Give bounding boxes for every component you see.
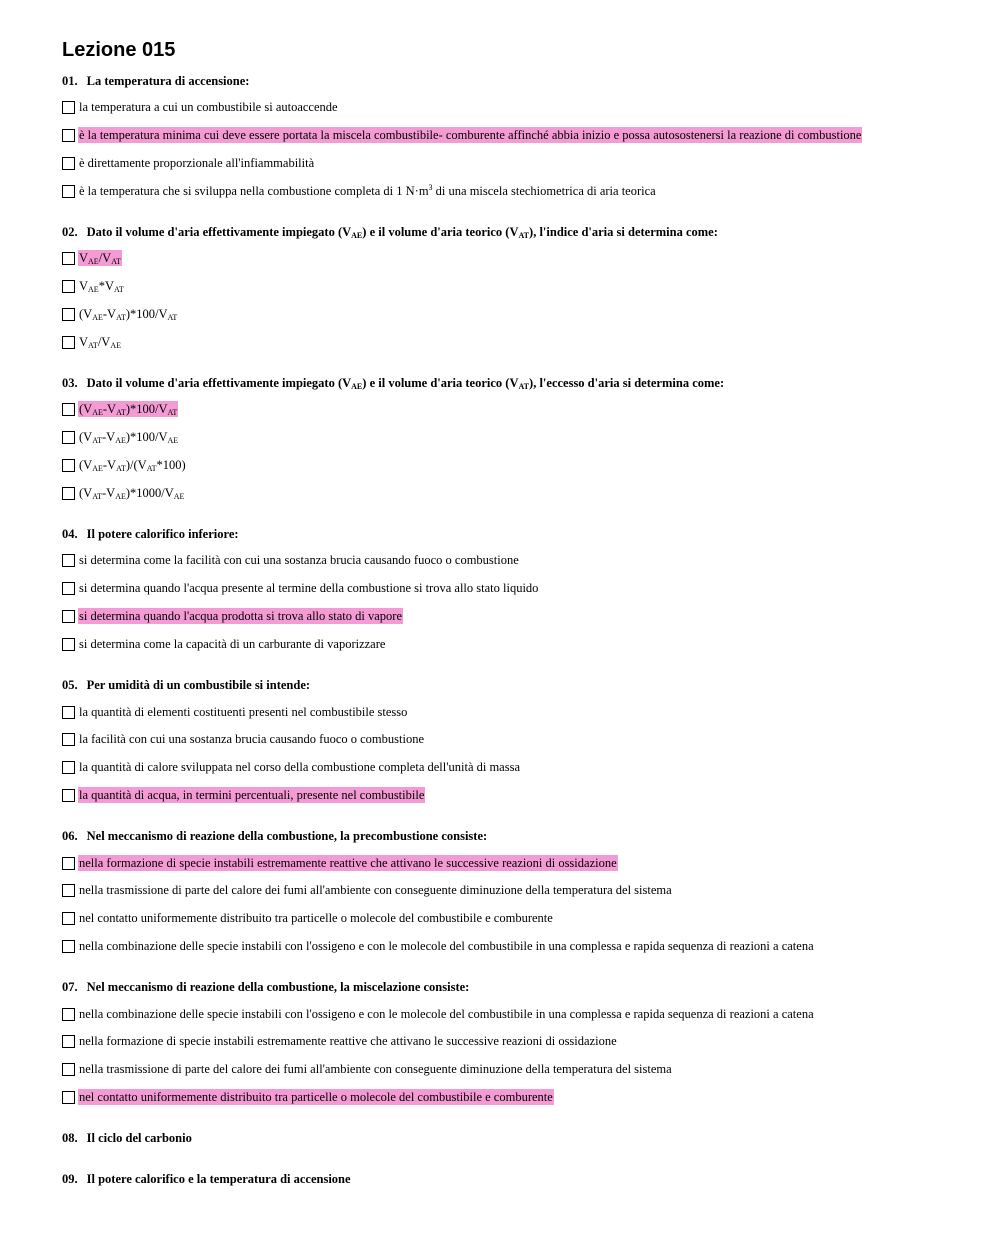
checkbox[interactable] xyxy=(62,403,75,416)
checkbox[interactable] xyxy=(62,308,75,321)
answer-text: si determina come la facilità con cui una sostanza brucia causando fuoco o combustione xyxy=(79,553,519,567)
answer-text: la quantità di elementi costituenti presenti nel combustibile stesso xyxy=(79,705,408,719)
answer-text: la facilità con cui una sostanza brucia causando fuoco o combustione xyxy=(79,732,425,746)
question-text: Dato il volume d'aria effettivamente impiegato $(V_{AE})$ e il volume d'aria teorico $(V_{AT})$, l'indice d'aria si determina come: xyxy=(86,225,718,240)
answer-text: nella combinazione delle specie instabili con l'ossigeno e con le molecole del combustibile in una complessa e rapida sequenza di reazioni a catena xyxy=(79,1007,814,1021)
question-text: Il potere calorifico inferiore: xyxy=(86,527,239,541)
checkbox[interactable] xyxy=(62,431,75,444)
answer-option[interactable] xyxy=(62,1005,815,1023)
answer-text: è la temperatura che si sviluppa nella combustione completa di 1 $N\cdot m^3$ di una miscela stechiometrica di aria teorica xyxy=(79,183,656,198)
question-text: Per umidità di un combustibile si intende: xyxy=(86,678,311,692)
answer-option[interactable] xyxy=(62,484,185,502)
answer-text: $(V_{AE}-V_{AT})*100/V_{AT}$ xyxy=(79,307,178,322)
answer-option[interactable] xyxy=(62,1060,673,1078)
checkbox[interactable] xyxy=(62,157,75,170)
answer-option[interactable] xyxy=(62,635,386,653)
answer-option[interactable] xyxy=(62,154,315,172)
checkbox[interactable] xyxy=(62,912,75,925)
answer-text: $V_{AT}/V_{AE}$ xyxy=(79,335,121,350)
answer-option[interactable] xyxy=(62,758,521,776)
answer-text: $(V_{AT}-V_{AE})*100/V_{AE}$ xyxy=(79,430,179,445)
answer-option[interactable] xyxy=(62,937,815,955)
answer-option[interactable] xyxy=(62,456,187,474)
question-text: Il potere calorifico e la temperatura di accensione xyxy=(86,1172,351,1186)
question-number: 03. xyxy=(62,376,78,390)
checkbox[interactable] xyxy=(62,733,75,746)
answer-option[interactable] xyxy=(62,881,673,899)
checkbox[interactable] xyxy=(62,638,75,651)
answer-text: è direttamente proporzionale all'infiammabilità xyxy=(79,156,315,170)
answer-option[interactable] xyxy=(62,333,122,351)
answer-option[interactable] xyxy=(62,277,125,295)
answer-option[interactable] xyxy=(62,428,179,446)
answer-text: si determina come la capacità di un carburante di vaporizzare xyxy=(79,637,386,651)
question-01 xyxy=(62,73,249,89)
checkbox[interactable] xyxy=(62,610,75,623)
question-number: 09. xyxy=(62,1172,78,1186)
answer-text: $(V_{AE}-V_{AT})*100/V_{AT}$ xyxy=(79,402,178,417)
answer-text: $(V_{AT}-V_{AE})*1000/V_{AE}$ xyxy=(79,486,185,501)
question-number: 05. xyxy=(62,678,78,692)
question-05 xyxy=(62,677,310,693)
question-number: 01. xyxy=(62,74,78,88)
question-07 xyxy=(62,979,469,995)
question-number: 07. xyxy=(62,980,78,994)
question-02 xyxy=(62,224,718,240)
question-number: 06. xyxy=(62,829,78,843)
answer-text: si determina quando l'acqua presente al termine della combustione si trova allo stato liquido xyxy=(79,581,539,595)
checkbox[interactable] xyxy=(62,1063,75,1076)
answer-text: $(V_{AE}-V_{AT})/(V_{AT}*100)$ xyxy=(79,458,186,473)
answer-text: $V_{AE}*V_{AT}$ xyxy=(79,279,124,294)
checkbox[interactable] xyxy=(62,280,75,293)
question-08 xyxy=(62,1130,192,1146)
checkbox[interactable] xyxy=(62,336,75,349)
answer-option[interactable] xyxy=(62,400,178,418)
answer-text: è la temperatura minima cui deve essere portata la miscela combustibile- comburente affinché abbia inizio e possa autosostenersi la reazione di combustione xyxy=(79,128,862,142)
checkbox[interactable] xyxy=(62,857,75,870)
answer-option[interactable] xyxy=(62,1032,618,1050)
answer-text: nella trasmissione di parte del calore dei fumi all'ambiente con conseguente diminuzione della temperatura del sistema xyxy=(79,883,672,897)
question-number: 04. xyxy=(62,527,78,541)
question-04 xyxy=(62,526,239,542)
checkbox[interactable] xyxy=(62,1035,75,1048)
answer-text: la temperatura a cui un combustibile si autoaccende xyxy=(79,100,338,114)
checkbox[interactable] xyxy=(62,1008,75,1021)
question-03 xyxy=(62,375,724,391)
answer-option[interactable] xyxy=(62,249,122,267)
answer-option[interactable] xyxy=(62,607,403,625)
checkbox[interactable] xyxy=(62,1091,75,1104)
answer-option[interactable] xyxy=(62,182,657,200)
answer-text: nel contatto uniformemente distribuito tra particelle o molecole del combustibile e comburente xyxy=(79,911,553,925)
checkbox[interactable] xyxy=(62,252,75,265)
checkbox[interactable] xyxy=(62,459,75,472)
checkbox[interactable] xyxy=(62,582,75,595)
answer-option[interactable] xyxy=(62,854,618,872)
answer-text: si determina quando l'acqua prodotta si trova allo stato di vapore xyxy=(79,609,402,623)
question-09 xyxy=(62,1171,351,1187)
answer-text: la quantità di acqua, in termini percentuali, presente nel combustibile xyxy=(79,788,425,802)
answer-option[interactable] xyxy=(62,1088,554,1106)
checkbox[interactable] xyxy=(62,487,75,500)
question-text: Nel meccanismo di reazione della combustione, la miscelazione consiste: xyxy=(86,980,470,994)
checkbox[interactable] xyxy=(62,761,75,774)
answer-text: la quantità di calore sviluppata nel corso della combustione completa dell'unità di massa xyxy=(79,760,521,774)
answer-option[interactable] xyxy=(62,703,408,721)
checkbox[interactable] xyxy=(62,940,75,953)
answer-text: nella trasmissione di parte del calore dei fumi all'ambiente con conseguente diminuzione della temperatura del sistema xyxy=(79,1062,672,1076)
answer-text: nella combinazione delle specie instabili con l'ossigeno e con le molecole del combustibile in una complessa e rapida sequenza di reazioni a catena xyxy=(79,939,814,953)
answer-text: nella formazione di specie instabili estremamente reattive che attivano le successive reazioni di ossidazione xyxy=(79,1034,617,1048)
question-text: La temperatura di accensione: xyxy=(86,74,250,88)
question-number: 02. xyxy=(62,225,78,239)
checkbox[interactable] xyxy=(62,129,75,142)
answer-option[interactable] xyxy=(62,305,178,323)
question-text: Dato il volume d'aria effettivamente impiegato $(V_{AE})$ e il volume d'aria teorico $(V_{AT})$, l'eccesso d'aria si determina come: xyxy=(86,376,725,391)
checkbox[interactable] xyxy=(62,554,75,567)
checkbox[interactable] xyxy=(62,789,75,802)
answer-option[interactable] xyxy=(62,730,425,748)
checkbox[interactable] xyxy=(62,884,75,897)
page-title: Lezione 015 xyxy=(62,39,176,61)
checkbox[interactable] xyxy=(62,706,75,719)
checkbox[interactable] xyxy=(62,101,75,114)
question-number: 08. xyxy=(62,1131,78,1145)
answer-option[interactable] xyxy=(62,909,554,927)
answer-text: nel contatto uniformemente distribuito tra particelle o molecole del combustibile e comburente xyxy=(79,1090,553,1104)
question-text: Il ciclo del carbonio xyxy=(86,1131,192,1145)
answer-option[interactable] xyxy=(62,551,520,569)
answer-text: $V_{AE}/V_{AT}$ xyxy=(79,251,121,266)
answer-option[interactable] xyxy=(62,579,539,597)
answer-option[interactable] xyxy=(62,786,425,804)
answer-text: nella formazione di specie instabili estremamente reattive che attivano le successive reazioni di ossidazione xyxy=(79,856,617,870)
checkbox[interactable] xyxy=(62,185,75,198)
answer-option[interactable] xyxy=(62,126,862,144)
answer-option[interactable] xyxy=(62,98,339,116)
question-text: Nel meccanismo di reazione della combustione, la precombustione consiste: xyxy=(86,829,488,843)
question-06 xyxy=(62,828,487,844)
